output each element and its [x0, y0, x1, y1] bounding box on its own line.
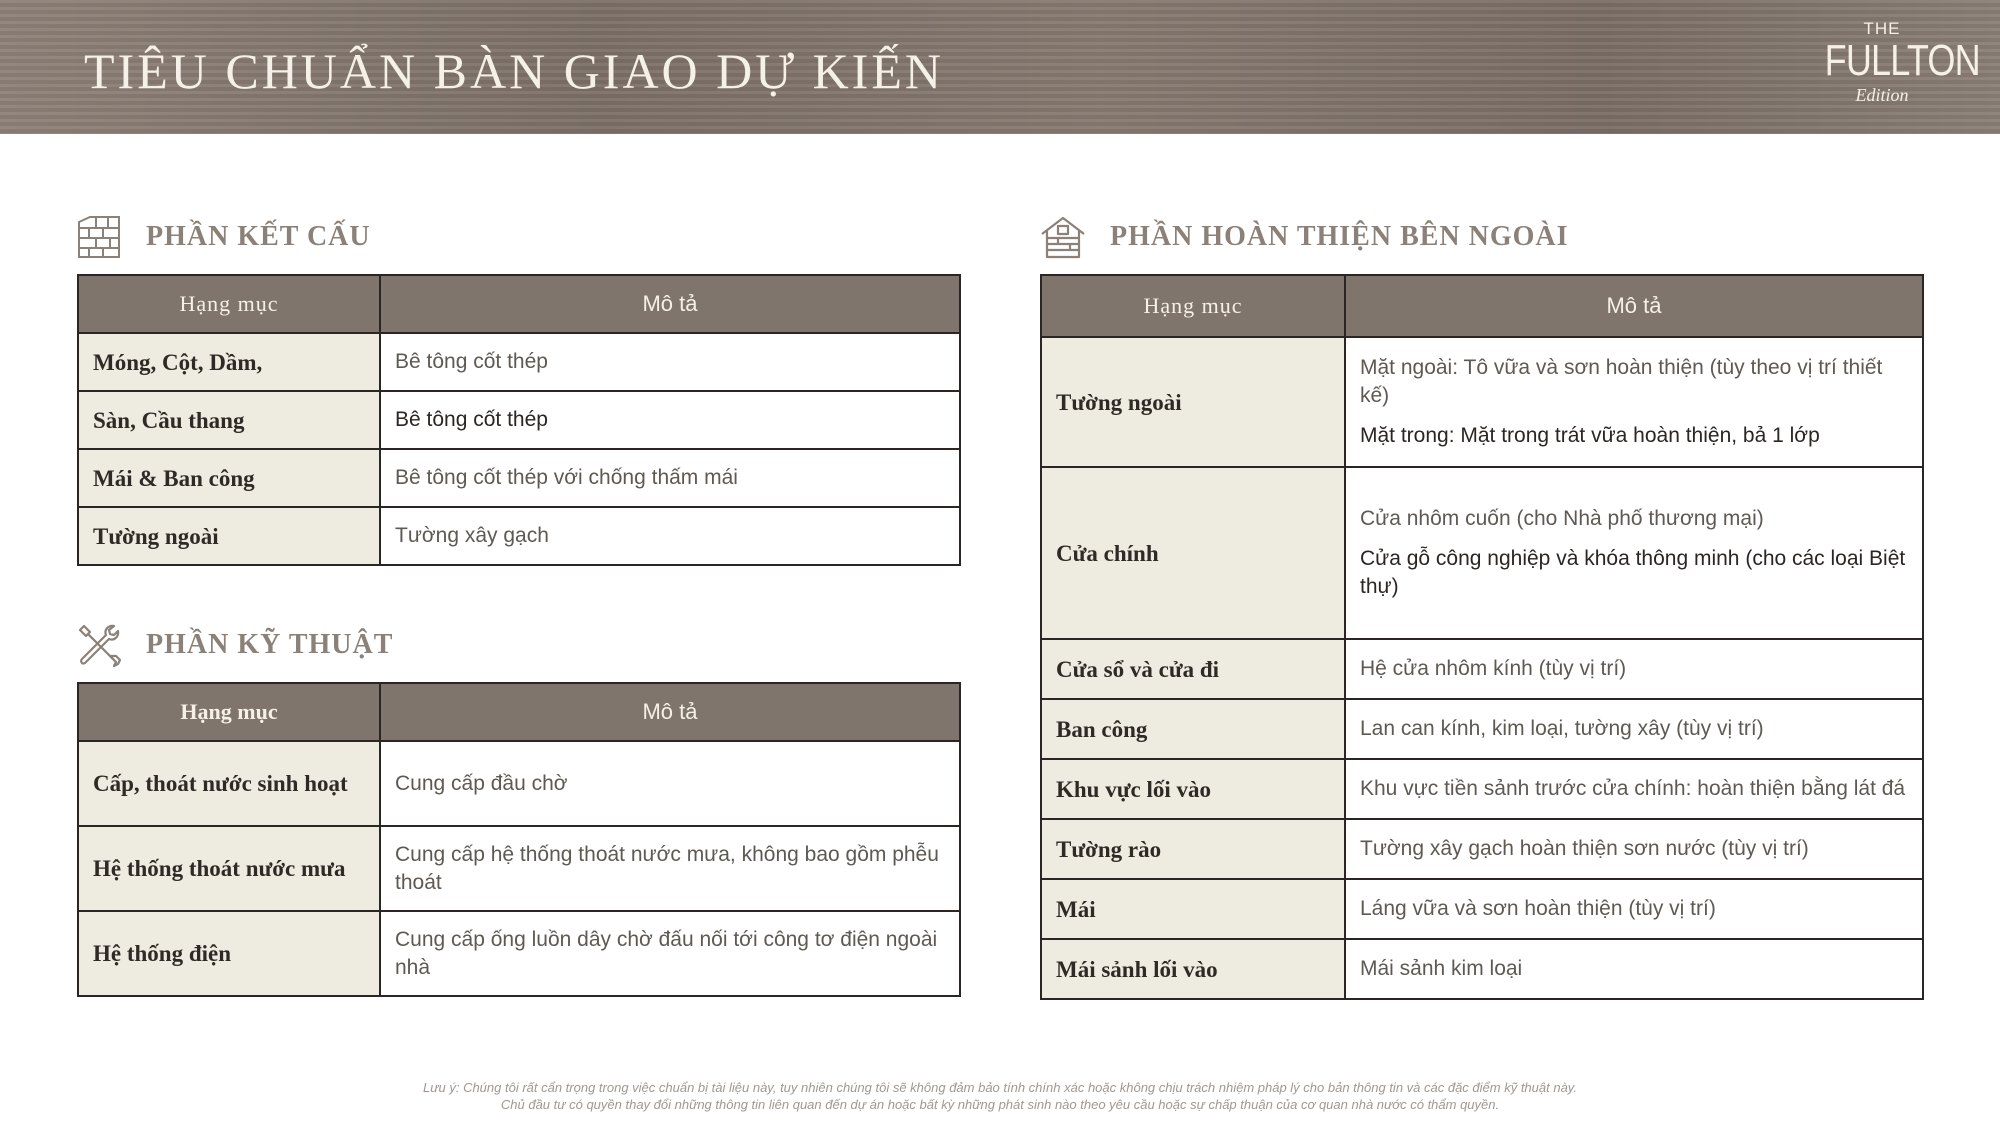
row-value: Láng vữa và sơn hoàn thiện (tùy vị trí): [1345, 879, 1923, 939]
disclaimer-line-2: Chủ đầu tư có quyền thay đổi những thông tin liên quan đến dự án hoặc bất kỳ những phát sinh nào theo yêu cầu hoặc sự chấp thuận của cơ quan nhà nước có thẩm quyền.: [500, 1097, 1500, 1112]
table-row: [1041, 939, 1923, 999]
row-value: Cung cấp đầu chờ: [380, 741, 960, 826]
row-value: Bê tông cốt thép: [380, 391, 960, 449]
row-value: Cung cấp hệ thống thoát nước mưa, không bao gồm phễu thoát: [380, 826, 960, 911]
table-row: [1041, 639, 1923, 699]
col-header-mo-ta: Mô tả: [380, 275, 960, 333]
ky-thuat-table: [77, 682, 961, 997]
row-label: Mái: [1041, 879, 1345, 939]
house-icon: [1040, 214, 1086, 260]
row-label: Hệ thống điện: [78, 911, 380, 996]
row-value: Hệ cửa nhôm kính (tùy vị trí): [1345, 639, 1923, 699]
table-header-row: [78, 683, 960, 741]
table-row: [1041, 699, 1923, 759]
table-row: [78, 507, 960, 565]
row-value-group: [1345, 467, 1923, 639]
table-row: [78, 391, 960, 449]
row-label: Cửa sổ và cửa đi: [1041, 639, 1345, 699]
row-label: Hệ thống thoát nước mưa: [78, 826, 380, 911]
brick-wall-icon: [76, 214, 122, 260]
section-ket-cau-title: PHẦN KẾT CẤU: [146, 221, 371, 252]
row-value-group: [1345, 337, 1923, 467]
row-value: Tường xây gạch: [380, 507, 960, 565]
table-header-row: [1041, 275, 1923, 337]
row-label: Cửa chính: [1041, 467, 1345, 639]
header-banner: [0, 0, 2000, 134]
row-value: Bê tông cốt thép với chống thấm mái: [380, 449, 960, 507]
row-value: Khu vực tiền sảnh trước cửa chính: hoàn thiện bằng lát đá: [1345, 759, 1923, 819]
row-label: Mái sảnh lối vào: [1041, 939, 1345, 999]
section-hoan-thien-heading: [1040, 215, 1569, 259]
row-value: Tường xây gạch hoàn thiện sơn nước (tùy vị trí): [1345, 819, 1923, 879]
table-row: [78, 741, 960, 826]
section-ket-cau-heading: [76, 215, 371, 259]
table-row: [78, 449, 960, 507]
row-label: Móng, Cột, Dầm,: [78, 333, 380, 391]
hoan-thien-table: [1040, 274, 1924, 1000]
table-row: [1041, 337, 1923, 467]
row-value: Mặt ngoài: Tô vữa và sơn hoàn thiện (tùy theo vị trí thiết kế): [1360, 356, 1883, 407]
section-ky-thuat-heading: [76, 623, 393, 667]
page-title: TIÊU CHUẨN BÀN GIAO DỰ KIẾN: [84, 43, 944, 99]
table-row: [78, 911, 960, 996]
row-value: Cửa nhôm cuốn (cho Nhà phố thương mại): [1360, 507, 1764, 530]
table-row: [78, 826, 960, 911]
row-label: Ban công: [1041, 699, 1345, 759]
row-label: Mái & Ban công: [78, 449, 380, 507]
disclaimer-line-1: Lưu ý: Chúng tôi rất cẩn trọng trong việc chuẩn bị tài liệu này, tuy nhiên chúng tôi sẽ không đảm bảo tính chính xác hoặc không chịu trách nhiệm pháp lý cho bản thông tin và các đặc điểm kỹ thuật này.: [423, 1080, 1577, 1095]
row-label: Sàn, Cầu thang: [78, 391, 380, 449]
row-label: Tường ngoài: [1041, 337, 1345, 467]
row-value: Bê tông cốt thép: [380, 333, 960, 391]
table-header-row: [78, 275, 960, 333]
table-row: [1041, 759, 1923, 819]
section-hoan-thien-title: PHẦN HOÀN THIỆN BÊN NGOÀI: [1110, 221, 1569, 252]
logo-name: FULLTON: [1824, 36, 1980, 85]
table-row: [78, 333, 960, 391]
row-label: Tường rào: [1041, 819, 1345, 879]
logo-the: THE: [1863, 19, 1901, 38]
fullton-logo: [1812, 19, 1980, 124]
col-header-mo-ta: Mô tả: [380, 683, 960, 741]
col-header-hang-muc: Hạng mục: [78, 683, 380, 741]
ket-cau-table: [77, 274, 961, 566]
logo-edition: Edition: [1855, 85, 1909, 105]
table-row: [1041, 819, 1923, 879]
section-ky-thuat-title: PHẦN KỸ THUẬT: [146, 629, 394, 660]
tools-icon: [76, 622, 122, 668]
row-value: Mái sảnh kim loại: [1345, 939, 1923, 999]
row-value-secondary: Mặt trong: Mặt trong trát vữa hoàn thiện, bả 1 lớp: [1360, 424, 1820, 447]
row-label: Tường ngoài: [78, 507, 380, 565]
col-header-mo-ta: Mô tả: [1345, 275, 1923, 337]
row-value-secondary: Cửa gỗ công nghiệp và khóa thông minh (cho các loại Biệt thự): [1360, 547, 1906, 598]
col-header-hang-muc: Hạng mục: [78, 275, 380, 333]
row-value: Cung cấp ống luồn dây chờ đấu nối tới công tơ điện ngoài nhà: [380, 911, 960, 996]
row-label: Cấp, thoát nước sinh hoạt: [78, 741, 380, 826]
col-header-hang-muc: Hạng mục: [1041, 275, 1345, 337]
row-value: Lan can kính, kim loại, tường xây (tùy vị trí): [1345, 699, 1923, 759]
row-label: Khu vực lối vào: [1041, 759, 1345, 819]
table-row: [1041, 879, 1923, 939]
table-row: [1041, 467, 1923, 639]
